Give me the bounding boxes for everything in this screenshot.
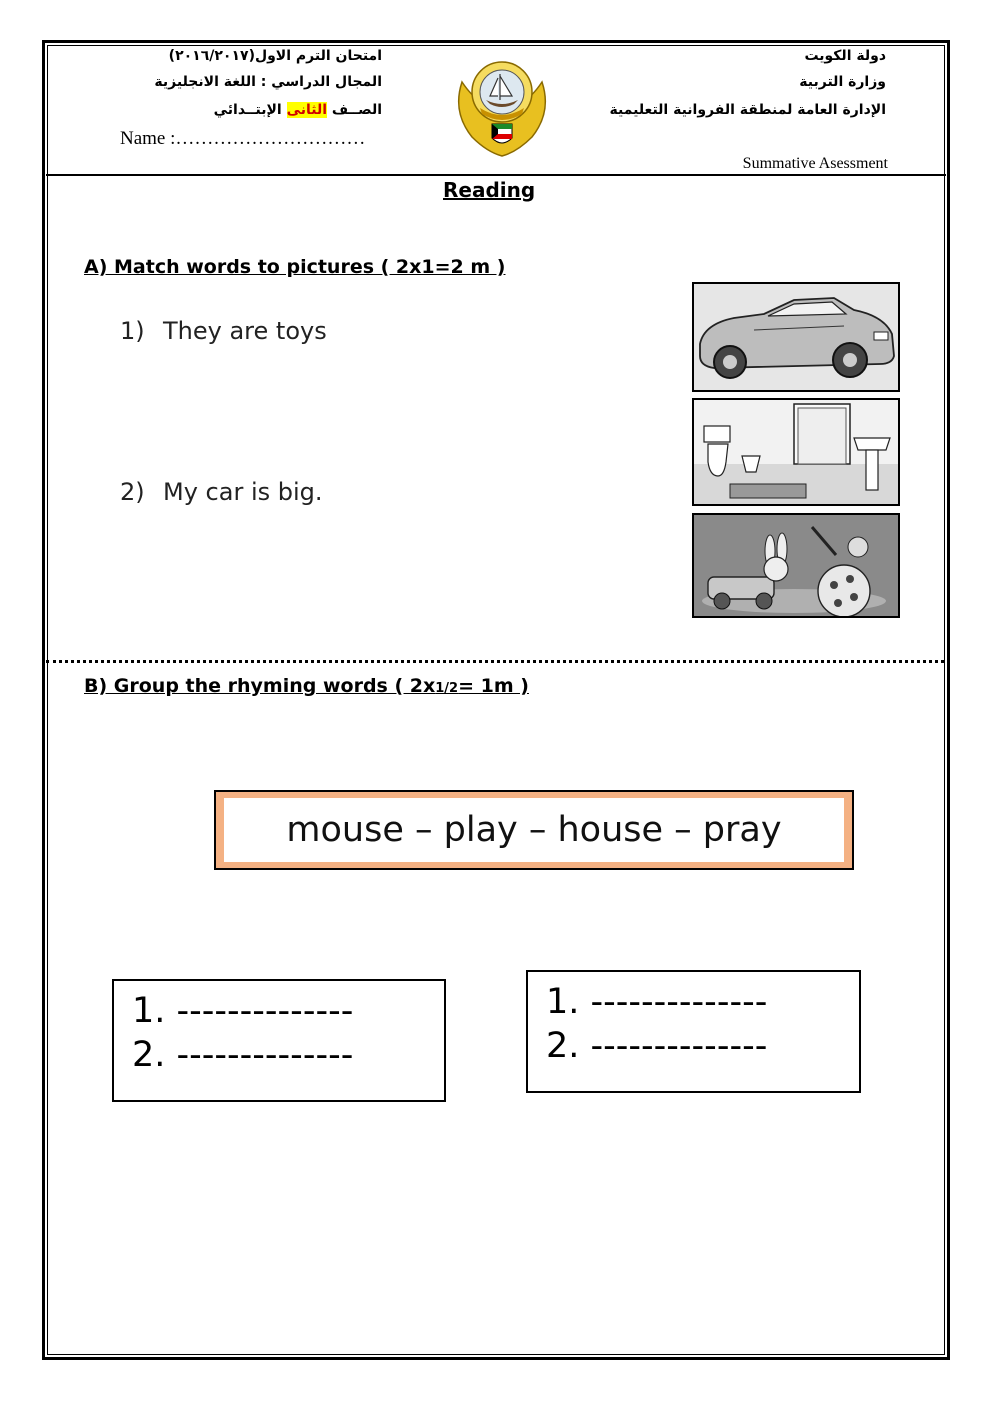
answer-line-2[interactable]: 2. -------------- — [132, 1035, 354, 1075]
header-divider — [46, 174, 946, 176]
kuwait-emblem-icon — [452, 52, 552, 160]
header-country: دولة الكويت — [804, 48, 886, 64]
header-district: الإدارة العامة لمنطقة الفروانية التعليمية — [609, 102, 886, 118]
car-icon — [694, 284, 898, 390]
page-frame-inner — [47, 45, 945, 1355]
grade-highlight: الثانى — [286, 102, 328, 118]
header-subject: المجال الدراسي : اللغة الانجليزية — [154, 74, 382, 90]
match-item-2[interactable]: 2) My car is big. — [120, 478, 323, 506]
bathroom-picture[interactable] — [692, 398, 900, 506]
header-exam-title: امتحان الترم الاول(٢٠١٦/٢٠١٧) — [168, 48, 382, 64]
answer-line-1[interactable]: 1. -------------- — [132, 991, 354, 1031]
word-bank-box — [214, 790, 854, 870]
answer-box-left[interactable] — [112, 979, 446, 1102]
car-picture[interactable] — [692, 282, 900, 392]
toys-picture[interactable] — [692, 513, 900, 618]
answer-box-right[interactable] — [526, 970, 861, 1093]
section-divider — [46, 660, 944, 663]
header-ministry: وزارة التربية — [799, 74, 886, 90]
section-title: Reading — [443, 178, 536, 202]
word-bank-text: mouse – play – house – pray — [224, 798, 844, 862]
match-item-1[interactable]: 1) They are toys — [120, 317, 327, 345]
answer-line-2[interactable]: 2. -------------- — [546, 1026, 768, 1066]
header-grade: الصــف الثانى الإبتــدائي — [213, 102, 382, 118]
summative-label: Summative Asessment — [742, 155, 888, 172]
answer-line-1[interactable]: 1. -------------- — [546, 982, 768, 1022]
part-b-heading: B) Group the rhyming words ( 2x1/2= 1m ) — [84, 675, 529, 697]
part-a-heading: A) Match words to pictures ( 2x1=2 m ) — [84, 256, 506, 278]
bathroom-icon — [694, 400, 898, 504]
toys-icon — [694, 515, 898, 616]
name-field[interactable]: Name :………………………… — [120, 128, 366, 149]
